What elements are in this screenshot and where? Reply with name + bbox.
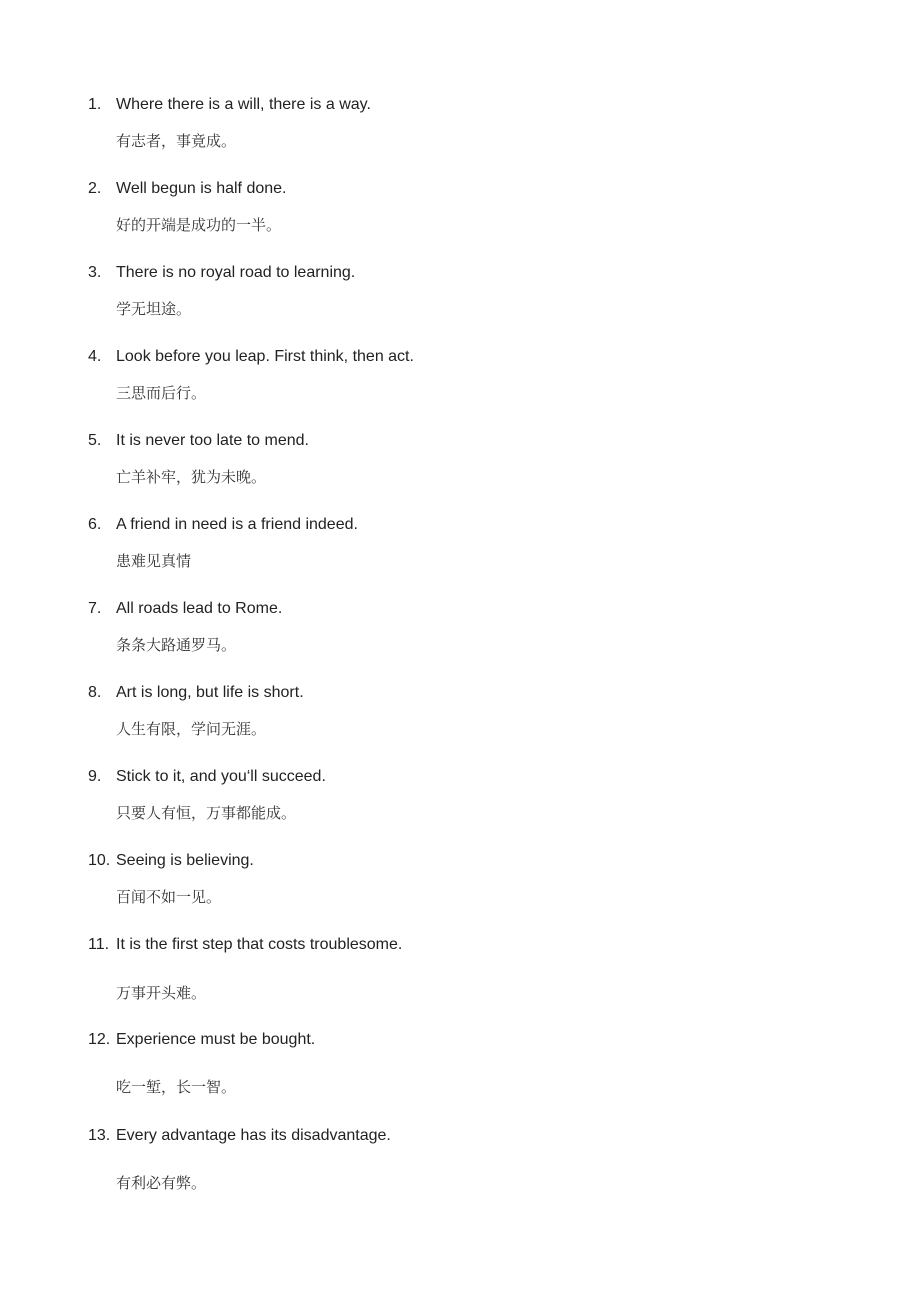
proverb-english: Where there is a will, there is a way. xyxy=(116,96,371,113)
proverb-english-line xyxy=(0,1125,920,1147)
proverb-english-line xyxy=(0,682,920,704)
proverb-english: Well begun is half done. xyxy=(116,180,287,197)
proverb-english: There is no royal road to learning. xyxy=(116,264,356,281)
proverb-chinese: 有利必有弊。 xyxy=(116,1174,207,1192)
proverb-chinese: 万事开头难。 xyxy=(116,984,207,1002)
proverb-english-line xyxy=(0,1029,920,1051)
proverb-english: All roads lead to Rome. xyxy=(116,600,283,617)
proverb-english-line xyxy=(0,430,920,452)
proverb-chinese: 只要人有恒，万事都能成。 xyxy=(116,804,297,822)
proverb-english-line xyxy=(0,850,920,872)
proverb-english: Seeing is believing. xyxy=(116,852,254,869)
item-number: 3. xyxy=(88,264,102,281)
proverb-english-line xyxy=(0,262,920,284)
proverb-chinese: 患难见真情 xyxy=(116,552,192,570)
proverb-chinese: 好的开端是成功的一半。 xyxy=(116,216,282,234)
item-number: 11. xyxy=(88,936,110,953)
item-number: 6. xyxy=(88,516,102,533)
proverb-english-line xyxy=(0,94,920,116)
item-number: 10. xyxy=(88,852,111,869)
proverb-english-line xyxy=(0,178,920,200)
item-number: 5. xyxy=(88,432,102,449)
item-number: 4. xyxy=(88,348,102,365)
item-number: 12. xyxy=(88,1031,111,1048)
proverb-english-line xyxy=(0,766,920,788)
item-number: 9. xyxy=(88,768,102,785)
proverb-english-line xyxy=(0,934,920,956)
proverb-english: Every advantage has its disadvantage. xyxy=(116,1127,391,1144)
proverb-chinese: 有志者，事竟成。 xyxy=(116,132,237,150)
proverb-english-line xyxy=(0,598,920,620)
proverb-chinese: 百闻不如一见。 xyxy=(116,888,222,906)
proverb-chinese: 条条大路通罗马。 xyxy=(116,636,237,654)
proverb-english: A friend in need is a friend indeed. xyxy=(116,516,358,533)
item-number: 1. xyxy=(88,96,102,113)
proverb-english-line xyxy=(0,514,920,536)
item-number: 2. xyxy=(88,180,102,197)
proverb-chinese: 人生有限，学问无涯。 xyxy=(116,720,267,738)
item-number: 13. xyxy=(88,1127,111,1144)
proverb-english: It is never too late to mend. xyxy=(116,432,309,449)
item-number: 7. xyxy=(88,600,102,617)
proverb-english: Stick to it, and you‘ll succeed. xyxy=(116,768,326,785)
proverb-chinese: 学无坦途。 xyxy=(116,300,192,318)
proverb-english-line xyxy=(0,346,920,368)
proverb-english: Look before you leap. First think, then act. xyxy=(116,348,414,365)
proverb-english: It is the first step that costs troublesome. xyxy=(116,936,403,953)
proverb-english: Art is long, but life is short. xyxy=(116,684,304,701)
proverb-english: Experience must be bought. xyxy=(116,1031,316,1048)
proverb-chinese: 亡羊补牢，犹为未晚。 xyxy=(116,468,267,486)
proverb-chinese: 吃一堑，长一智。 xyxy=(116,1078,237,1096)
item-number: 8. xyxy=(88,684,102,701)
proverb-chinese: 三思而后行。 xyxy=(116,384,207,402)
